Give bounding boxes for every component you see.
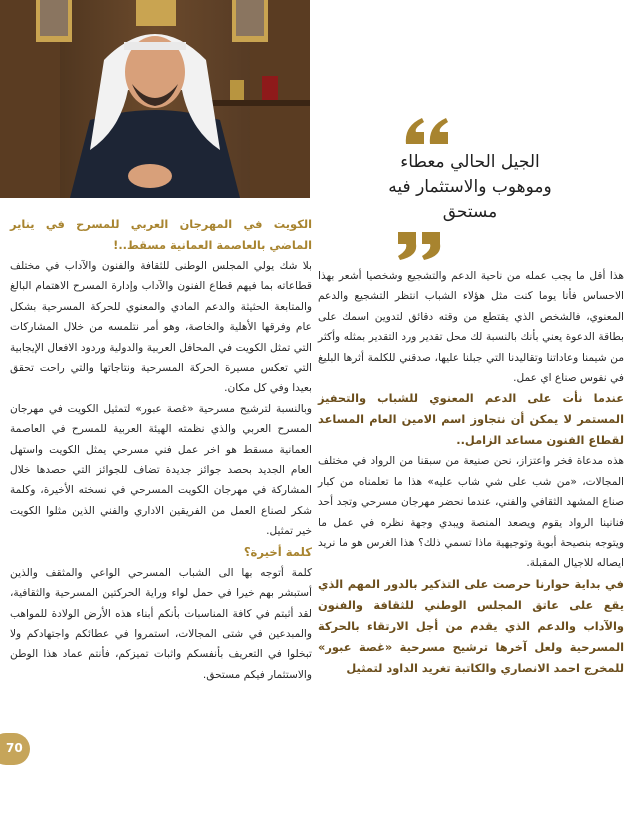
page-number: 70	[6, 741, 23, 755]
right-paragraph-2: هذه مدعاة فخر واعتزاز، نحن صنيعة من سبقنا من الرواد في مختلف المجالات، «من شب على شي شاب عليه» هذا ما تعلمناه من كبار صناع المشهد الثقافي والفني، عندما نحضر مهرجان مسرحي وتجد أحد فنانينا الرواد يقوم ويصعد المنصة ويبدي وجهة نظره في عمل ما ويتوجه بنصيحة أبوية وتوجيهية ماذا تسمي ذلك؟ هذا الغرس هو ما نريد ايصاله للاجيال المقبلة.	[318, 455, 624, 570]
quote-line-1: الجيل الحالي معطاء	[400, 152, 540, 172]
right-heading-2: في بداية حوارنا حرصت على التذكير بالدور المهم الذي يقع على عاتق المجلس الوطني للثقافة والفنون والآداب والدعم الذي يقدم من أجل الارتقاء بالحركة المسرحية ولعل آخرها ترشيح مسرحية «غصة عبور» للمخرج احمد الانصاري والكاتبة تغريد الداود لتمثيل	[318, 576, 624, 675]
man-portrait-icon	[0, 0, 310, 198]
pull-quote-text	[330, 150, 610, 225]
quote-line-3: مستحق	[442, 202, 498, 222]
left-subheading: كلمة أخيرة؟	[243, 544, 312, 559]
left-heading: الكويت في المهرجان العربي للمسرح في يناير الماضي بالعاصمة العمانية مسقط..!	[10, 217, 312, 252]
right-heading-1: عندما نأت على الدعم المعنوي للشباب والتحفيز المستمر لا يمكن أن نتجاوز اسم الامين العام المساعد لقطاع الفنون مساعد الزامل..	[318, 391, 624, 448]
right-column	[318, 266, 624, 679]
quote-close-icon	[394, 230, 444, 262]
left-paragraph-3: كلمة أتوجه بها الى الشباب المسرحي الواعي والمثقف والذين أستبشر بهم خيرا في حمل لواء وراية الحركتين المسرحية والثقافية، لقد أثبتم في كافة المناسبات بأنكم أبناء هذه الأرض الولادة للمواهب والمبدعين في شتى المجالات، استمروا في عطائكم واجتهادكم ولا تبخلوا في التعريف بأنفسكم واثبات تميزكم، فأنتم عماد هذا الوطن والاستثمار فيكم مستحق.	[10, 566, 312, 681]
pull-quote	[318, 112, 624, 262]
quote-line-2: وموهوب والاستثمار فيه	[388, 177, 552, 197]
left-column	[10, 214, 312, 685]
portrait-photo	[0, 0, 310, 198]
left-paragraph-2: وبالنسبة لترشيح مسرحية «غصة عبور» لتمثيل الكويت في مهرجان المسرح العربي والذي نظمته الهيئة العربية للمسرح في العاصمة العمانية مسقط هو اخر عمل فني مسرحي يمثل الكويت واستهل العام الجديد بحصد جوائز جديدة تضاف للجوائز التي حصدها خلال المشاركة في مهرجان الكويت المسرحي في نسخته الأخيرة، وكلمة شكر لصناع العمل من الفريقين الاداري والفني الذين مثلوا الكويت خير تمثيل.	[10, 402, 312, 538]
left-paragraph-1: بلا شك يولي المجلس الوطنى للثقافة والفنون والآداب في مختلف قطاعاته بما فيهم قطاع الفنون والآداب وإدارة المسرح الاهتمام البالغ والمتابعة الحثيثة والدعم المادي والمعنوي للحركة المسرحية بشكل عام وفرقها الأهلية والخاصة، وهو أمر نتلمسه من خلال المشاركات التي تمثل الكويت في المحافل العربية والدولية وردود الافعال الإيجابية التي تعكس مسيرة الحركة المسرحية ونتاجاتها والتي راحت تحقق بعيدا وفي كل مكان.	[10, 260, 312, 395]
right-paragraph-1: هذا أقل ما يجب عمله من ناحية الدعم والتشجيع وشخصيا أشعر بهذا الاحساس فأنا يوما كنت مثل هؤلاء الشباب انتظر التشجيع والدعم المعنوي، فالشخص الذي يقتطع من وقته دقائق لتدوين اسمك على بطاقة الدعوة يعني بأنك بالنسبة لك محل تقدير ورد التقدير بمثله وأكثر من شيمنا وعاداتنا وتقاليدنا التي جبلنا عليها، صدقني للكلمة أثرها البليغ في نفوس صناع اي عمل.	[318, 270, 624, 385]
quote-open-icon	[402, 114, 452, 146]
